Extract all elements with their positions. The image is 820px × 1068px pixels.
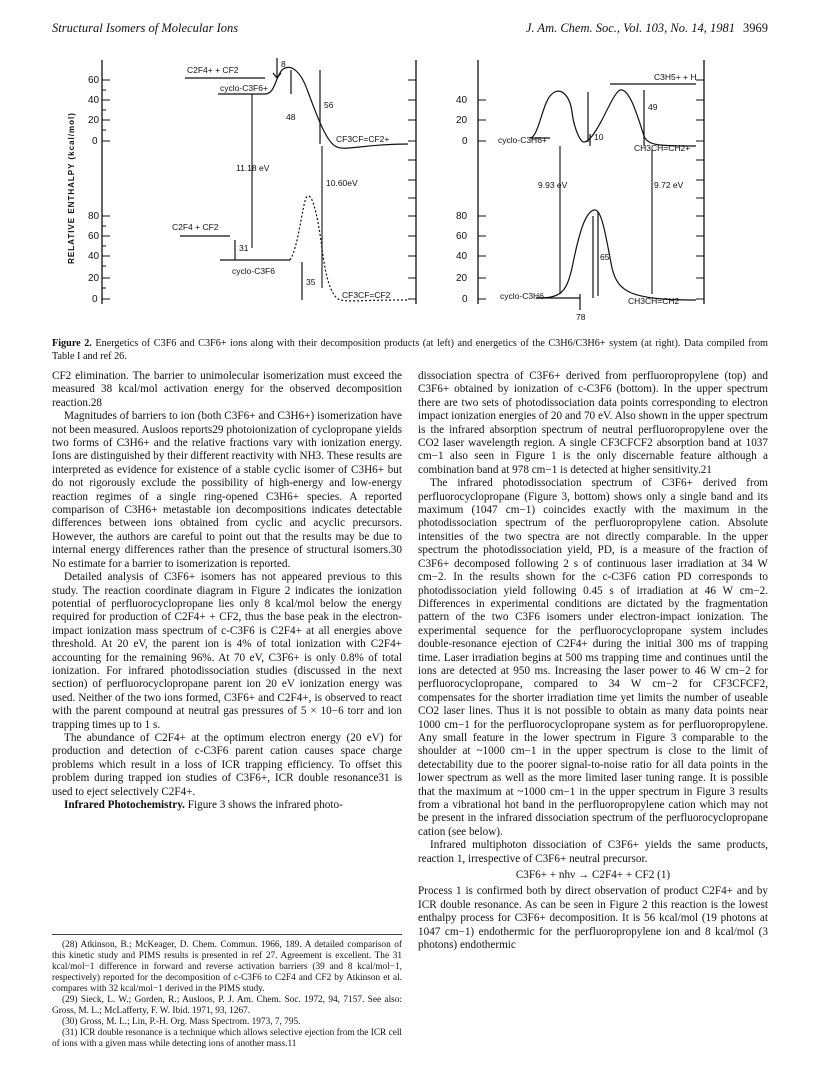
label-35: 35 bbox=[306, 277, 316, 287]
reference-31: (31) ICR double resonance is a technique which allows selective ejection from the ICR cell of ions with a given mass while detecting ions of another mass.11 bbox=[52, 1028, 402, 1049]
label-31: 31 bbox=[239, 243, 249, 253]
section-start bbox=[52, 799, 402, 812]
label-cyclo-c3h6-cation: cyclo-C3H6+ bbox=[498, 135, 547, 145]
label-65: 65 bbox=[600, 252, 610, 262]
right-top-tick-0: 0 bbox=[462, 136, 468, 147]
label-cf3cfcf2-cation: CF3CF=CF2+ bbox=[336, 134, 390, 144]
label-c2f4-cf2: C2F4 + CF2 bbox=[172, 222, 219, 232]
right-bottom-tick-0: 0 bbox=[462, 294, 468, 305]
label-ie-10-60: 10.60eV bbox=[326, 178, 358, 188]
label-ie-9-72: 9.72 eV bbox=[654, 180, 684, 190]
left-ionization-arrows bbox=[252, 94, 322, 288]
label-78: 78 bbox=[576, 312, 586, 322]
paragraph: Infrared multiphoton dissociation of C3F6+ yields the same products, reaction 1, irrespective of C3F6+ neutral precursor. bbox=[418, 839, 768, 865]
label-8: 8 bbox=[281, 59, 286, 69]
right-bottom-tick-40: 40 bbox=[456, 251, 468, 262]
right-bottom-tick-20: 20 bbox=[456, 273, 468, 284]
reference-29: (29) Sieck, L. W.; Gorden, R.; Ausloos, P. J. Am. Chem. Soc. 1972, 94, 7157. See also: Gross, M. L.; McLafferty, F. W. Ibid. 1971, 93, 1267. bbox=[52, 995, 402, 1016]
page-number: 3969 bbox=[743, 21, 768, 35]
left-top-tick-40: 40 bbox=[88, 95, 100, 106]
journal-citation bbox=[526, 21, 768, 36]
label-ch3chch2: CH3CH=CH2 bbox=[628, 296, 680, 306]
label-49: 49 bbox=[648, 102, 658, 112]
paragraph: Detailed analysis of C3F6+ isomers has not appeared previous to this study. The reaction coordinate diagram in Figure 2 indicates the ionization potential of perfluorocyclopropane lies only 8 kcal/mol below the energy required for production of C2F4+ + CF2, thus the base peak in the electron-impact ionization mass spectrum of c-C3F6 is C2F4+ at all energies above threshold. At 20 eV, the parent ion is 4% of total ionization with C2F4+ accounting for the remaining 96%. At 70 eV, C3F6+ is only 0.8% of total ionization. For infrared photodissociation studies (discussed in the next section) of perfluorocyclopropane parent ion 20 eV ionization energy was used. Neither of the two ions formed, C3F6+ and C2F4+, is observed to react with the parent compound at neutral gas pressures of 5 × 10−6 torr and ion trapping times up to 1 s. bbox=[52, 571, 402, 731]
left-top-tick-0: 0 bbox=[92, 136, 98, 147]
label-10: 10 bbox=[594, 132, 604, 142]
left-bottom-tick-20: 20 bbox=[88, 273, 100, 284]
reference-28: (28) Atkinson, B.; McKeager, D. Chem. Commun. 1966, 189. A detailed comparison of this kinetic study and PIMS results is presented in ref 27. Agreement is excellent. The 31 kcal/mol−1 difference in forward and reverse activation barriers (39 and 8 kcal/mol−1, respectively) reported for the decomposition of c-C3F6 to C2F4 and CF2 by Atkinson et al. compares with 32 kcal/mol−1 derived in the PIMS study. bbox=[52, 940, 402, 994]
section-text: Figure 3 shows the infrared photo- bbox=[187, 799, 343, 811]
label-ie-11-18: 11.18 eV bbox=[236, 163, 270, 173]
left-bottom-tick-40: 40 bbox=[88, 251, 100, 262]
label-ch3chch2-cation: CH3CH=CH2+ bbox=[634, 143, 691, 153]
left-top-tick-20: 20 bbox=[88, 115, 100, 126]
caption-text: Energetics of C3F6 and C3F6+ ions along with their decomposition products (at left) and energetics of the C3H6/C3H6+ system (at right). Data compiled from Table I and ref 26. bbox=[52, 338, 768, 362]
paragraph: dissociation spectra of C3F6+ derived from perfluoropropylene (top) and C3F6+ obtained by ionization of c-C3F6 (bottom). In the upper spectrum there are two sets of photodissociation data points corresponding to electron impact ionization energies of 20 and 70 eV. Also shown in the upper spectrum is the infrared absorption spectrum of neutral perfluoropropylene over the CO2 laser wavelength region. A single CF3CFCF2 absorption band at 1037 cm−1 also seen in Figure 1 is the only discernable feature although a combination band at 978 cm−1 is detected at higher sensitivity.21 bbox=[418, 370, 768, 476]
left-bottom-profile bbox=[180, 196, 408, 301]
right-top-profile bbox=[530, 84, 696, 146]
paragraph: Magnitudes of barriers to ion (both C3F6+ and C3H6+) isomerization have not been measured. Ausloos reports29 photoionization of cyclopropane yields two forms of C3H6+ and the relative fractions vary with ionization energy. Ions are distinguished by their different reactivity with NH3. These results are interpreted as evidence for existence of a stable cyclic isomer of C3H6+ but do not rigorously exclude the possibility of high-energy and low-energy reaction regimes of a single ring-opened C3H6+ species. A reported comparison of C3H6+ metastable ion decompositions indicates detectable differences between ions obtained from cyclic and acyclic precursors. However, the authors are careful to point out that the results may be due to internal energy differences rather than the presence of structural isomers.30 No estimate for a barrier to isomerization is reported. bbox=[52, 410, 402, 570]
right-top-tick-40: 40 bbox=[456, 95, 468, 106]
right-bottom-tick-80: 80 bbox=[456, 211, 468, 222]
right-top-tick-20: 20 bbox=[456, 115, 468, 126]
label-cf3cfcf2: CF3CF=CF2 bbox=[342, 290, 391, 300]
paragraph: The infrared photodissociation spectrum of C3F6+ derived from perfluorocyclopropane (Figure 3, bottom) shows only a single band and its maximum (1047 cm−1) coincides exactly with the maximum in the photodissociation spectrum of the perfluoropropylene cation. Absolute intensities of the two spectra are not directly comparable. In the upper spectrum the photodissociation yield, PD, is a measure of the fraction of C3F6+ decomposed following 2 s of continuous laser irradiation at 34 W cm−2. In the results shown for the c-C3F6 cation PD corresponds to photodissociation yield following 0.45 s of irradiation at 46 W cm−2. Differences in experimental conditions are dictated by the fragmentation pattern of the two C3F6 isomers under electron-impact ionization. The experimental sequence for the perfluorocyclopropane system includes double-resonance ejection of C2F4+ during the initial 300 ms of trapping time. Laser irradiation begins at 500 ms trapping time and continues until the ions are detected at 950 ms. Increasing the laser power to 46 W cm−2 for perfluorocyclopropane, compared to 34 W cm−2 for CF3CFCF2, compensates for the shorter irradiation time yet limits the number of useable CO2 laser lines. Thus it is not possible to obtain as many data points near 1000 cm−1 for the perfluorocyclopropane system as for perfluoropropylene. Any small feature in the lower spectrum in Figure 3 comparable to the shoulder at ~1000 cm−1 in the upper spectrum is close to the limit of detectability due to the poorer signal-to-noise ratio for all data points in the lower spectrum as well as the more limited laser tuning range. It is possible that the maximum at ~1000 cm−1 in the upper spectrum in Figure 3 results from a vibrational hot band in the perfluoropropylene cation which may not be present in the infrared dissociation spectrum of the perfluorocyclopropane cation (see below). bbox=[418, 477, 768, 838]
label-48: 48 bbox=[286, 112, 296, 122]
figure-caption bbox=[52, 338, 768, 363]
paragraph: The abundance of C2F4+ at the optimum electron energy (20 eV) for production and detection of c-C3F6 parent cation causes space charge problems which result in a loss of ICR trapping efficiency. To offset this problem during trapped ion studies of C3F6+, ICR double resonance31 is used to eject selectively C2F4+. bbox=[52, 731, 402, 798]
footnotes bbox=[52, 934, 402, 1050]
label-c3h5-h: C3H5+ + H bbox=[654, 72, 697, 82]
running-header bbox=[52, 21, 768, 37]
running-title: Structural Isomers of Molecular Ions bbox=[52, 21, 239, 35]
caption-label: Figure 2. bbox=[52, 338, 92, 349]
label-c2f4-cf2-cation: C2F4+ + CF2 bbox=[187, 65, 239, 75]
paragraph: CF2 elimination. The barrier to unimolecular isomerization must exceed the measured 38 kcal/mol activation energy for the observed decomposition reaction.28 bbox=[52, 370, 402, 409]
label-56: 56 bbox=[324, 100, 334, 110]
left-bottom-tick-80: 80 bbox=[88, 211, 100, 222]
energy-diagram-figure bbox=[60, 48, 760, 338]
equation-1: C3F6+ + nhν → C2F4+ + CF2 (1) bbox=[515, 869, 671, 882]
journal-ref: J. Am. Chem. Soc., Vol. 103, No. 14, 1981 bbox=[525, 21, 735, 35]
label-ie-9-93: 9.93 eV bbox=[538, 180, 568, 190]
section-heading: Infrared Photochemistry. bbox=[64, 799, 185, 811]
reference-30: (30) Gross, M. L.; Lin, P.-H. Org. Mass Spectrom. 1973, 7, 795. bbox=[62, 1017, 301, 1027]
label-cyclo-c3f6-cation: cyclo-C3F6+ bbox=[220, 83, 268, 93]
left-bottom-tick-0: 0 bbox=[92, 294, 98, 305]
left-column bbox=[52, 370, 402, 812]
right-bottom-tick-60: 60 bbox=[456, 231, 468, 242]
paragraph: Process 1 is confirmed both by direct observation of product C2F4+ and by ICR double resonance. As can be seen in Figure 2 this reaction is the lowest enthalpy process for C3F6+ decomposition. It is 56 kcal/mol (19 photons at 1047 cm−1) endothermic for the perfluoropropylene ion and 8 kcal/mol (3 photons) endothermic bbox=[418, 885, 768, 952]
y-axis-label: RELATIVE ENTHALPY (kcal/mol) bbox=[67, 112, 76, 264]
left-bottom-tick-60: 60 bbox=[88, 231, 100, 242]
right-column bbox=[418, 370, 768, 952]
label-cyclo-c3h6: cyclo-C3H6 bbox=[500, 291, 544, 301]
right-ionization-arrows bbox=[560, 146, 652, 294]
left-top-tick-60: 60 bbox=[88, 75, 100, 86]
label-cyclo-c3f6: cyclo-C3F6 bbox=[232, 266, 275, 276]
